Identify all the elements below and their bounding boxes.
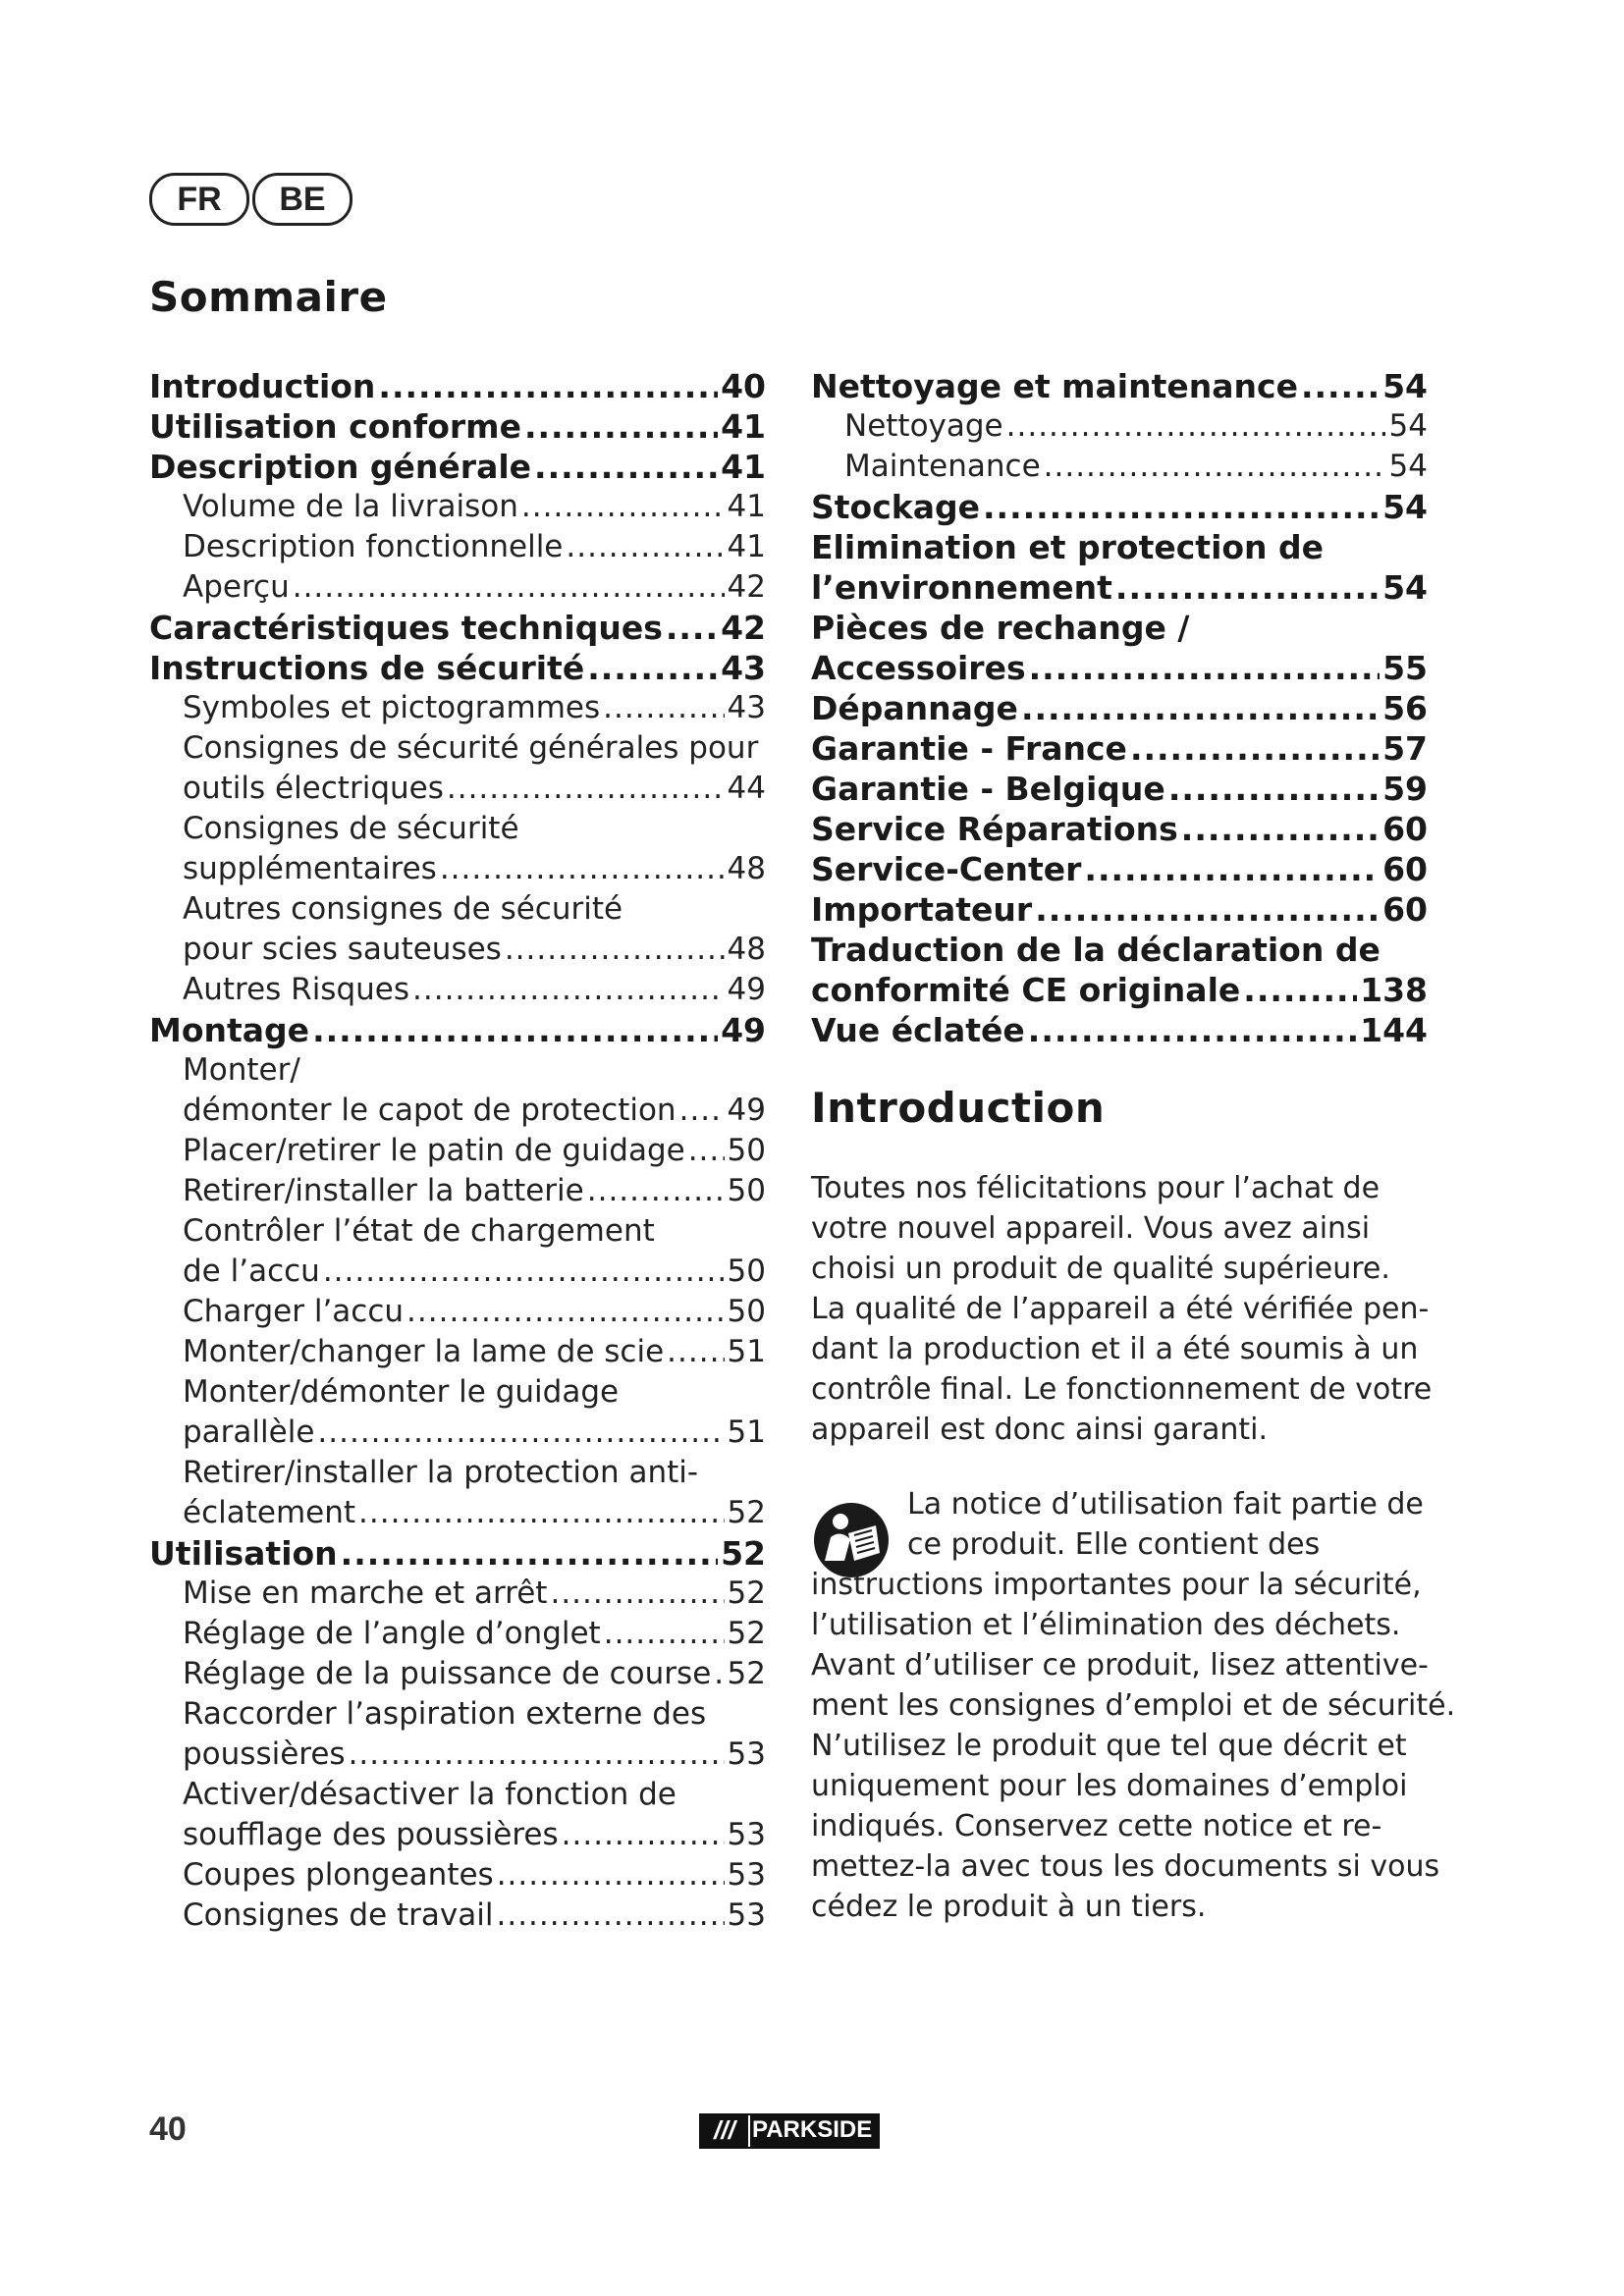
toc-entry-page: 42 (721, 609, 766, 647)
toc-entry (149, 1815, 766, 1855)
toc-entry-page: 57 (1382, 729, 1428, 768)
dot-leader (604, 1614, 725, 1654)
toc-entry-continued: Elimination et protection de (811, 528, 1325, 566)
toc-entry-title: Symboles et pictogrammes (183, 690, 601, 725)
toc-entry-continued: Autres consignes de sécurité (183, 891, 623, 927)
dot-leader (1044, 447, 1386, 487)
dot-leader (1301, 366, 1380, 406)
toc-entry (811, 406, 1428, 447)
toc-entry-page: 41 (727, 529, 766, 564)
dot-leader (1130, 728, 1380, 769)
toc-entry-page: 51 (727, 1415, 766, 1450)
text-line: appareil est donc ainsi garanti. (811, 1413, 1269, 1447)
toc-entry-page: 50 (727, 1173, 766, 1208)
dot-leader (983, 487, 1380, 527)
parkside-logo (699, 2113, 880, 2149)
toc-entry (149, 1131, 766, 1171)
dot-leader (317, 1413, 724, 1453)
toc-entry (149, 527, 766, 567)
toc-entry-title: de l’accu (183, 1254, 320, 1289)
toc-entry-title: Maintenance (844, 449, 1041, 484)
toc-entry-title: Utilisation conforme (149, 407, 521, 446)
toc-entry (149, 1091, 766, 1131)
toc-entry-page: 43 (727, 690, 766, 725)
toc-entry (149, 487, 766, 527)
text-line: Toutes nos félicitations pour l’achat de (811, 1171, 1380, 1205)
toc-entry (149, 1574, 766, 1614)
dot-leader (1181, 809, 1380, 849)
toc-entry (149, 567, 766, 608)
text-line: ce produit. Elle contient des (907, 1527, 1321, 1562)
toc-entry (149, 1614, 766, 1654)
dot-leader (1168, 769, 1380, 809)
toc-entry-page: 52 (727, 1616, 766, 1651)
toc-title: Sommaire (149, 273, 388, 321)
toc-entry-page: 56 (1382, 689, 1428, 727)
toc-entry-title: démonter le capot de protection (183, 1093, 677, 1128)
toc-entry-page: 40 (721, 367, 766, 405)
dot-leader (603, 688, 724, 728)
toc-entry-page: 49 (727, 972, 766, 1007)
toc-entry-title: Utilisation (149, 1534, 338, 1573)
text-line: l’utilisation et l’élimination des déchets. (811, 1608, 1401, 1642)
toc-entry-title: Stockage (811, 488, 980, 526)
toc-left-column (149, 366, 766, 1936)
toc-entry-page: 60 (1382, 850, 1428, 888)
toc-entry (811, 769, 1428, 809)
toc-entry-page: 42 (727, 569, 766, 605)
dot-leader (1028, 1010, 1357, 1050)
dot-leader (447, 769, 725, 809)
toc-entry-title: Description générale (149, 448, 532, 486)
toc-entry-page: 50 (727, 1254, 766, 1289)
toc-entry-page: 54 (1388, 449, 1428, 484)
toc-entry (811, 889, 1428, 930)
dot-leader (312, 1010, 718, 1050)
toc-entry-page: 49 (727, 1093, 766, 1128)
dot-leader (1084, 849, 1380, 889)
language-badge-fr: FR (149, 173, 249, 226)
intro-title: Introduction (811, 1084, 1106, 1132)
toc-entry-page: 52 (727, 1495, 766, 1530)
dot-leader (358, 1493, 725, 1533)
toc-entry-page: 41 (721, 448, 766, 486)
dot-leader (524, 406, 718, 447)
toc-entry (149, 648, 766, 688)
dot-leader (666, 608, 718, 648)
dot-leader (1006, 406, 1386, 447)
toc-entry-page: 49 (721, 1011, 766, 1049)
dot-leader (688, 1131, 725, 1171)
toc-entry-page: 52 (727, 1656, 766, 1691)
toc-entry-title: poussières (183, 1736, 346, 1772)
dot-leader (412, 970, 725, 1010)
toc-entry (149, 688, 766, 728)
toc-entry (811, 849, 1428, 889)
dot-leader (667, 1332, 724, 1372)
dot-leader (349, 1735, 725, 1775)
toc-entry-title: Volume de la livraison (183, 489, 518, 524)
dot-leader (714, 1654, 724, 1694)
toc-entry (149, 1493, 766, 1533)
dot-leader (534, 447, 718, 487)
toc-entry-page: 51 (727, 1334, 766, 1369)
toc-entry-page: 50 (727, 1133, 766, 1168)
toc-entry-continued: Monter/démonter le guidage (183, 1374, 620, 1410)
text-line: Avant d’utiliser ce produit, lisez attentive- (811, 1648, 1429, 1682)
toc-entry (149, 930, 766, 970)
dot-leader (587, 648, 718, 688)
toc-entry (811, 809, 1428, 849)
toc-entry (149, 769, 766, 809)
toc-entry-page: 60 (1382, 890, 1428, 929)
toc-entry-page: 53 (727, 1817, 766, 1852)
dot-leader (293, 567, 725, 608)
text-line: dant la production et il a été soumis à un (811, 1332, 1419, 1366)
toc-entry (149, 1252, 766, 1292)
toc-entry (149, 1533, 766, 1574)
text-line: N’utilisez le produit que tel que décrit et (811, 1729, 1407, 1763)
toc-entry-title: Vue éclatée (811, 1011, 1025, 1049)
toc-entry-page: 41 (721, 407, 766, 446)
toc-entry-page: 52 (727, 1575, 766, 1611)
toc-entry-title: pour scies sauteuses (183, 932, 502, 967)
toc-entry-title: Placer/retirer le patin de guidage (183, 1133, 685, 1168)
text-line: mettez-la avec tous les documents si vous (811, 1849, 1440, 1884)
text-line: ment les consignes d’emploi et de sécurité. (811, 1688, 1456, 1723)
toc-entry-page: 53 (727, 1857, 766, 1893)
toc-entry-page: 54 (1388, 408, 1428, 444)
toc-entry (149, 1654, 766, 1694)
toc-entry-title: éclatement (183, 1495, 356, 1530)
toc-entry (149, 1896, 766, 1936)
intro-paragraph (811, 1168, 1439, 1450)
toc-entry-title: Introduction (149, 367, 376, 405)
text-line: cédez le produit à un tiers. (811, 1890, 1207, 1924)
toc-entry-title: Réglage de l’angle d’onglet (183, 1616, 601, 1651)
toc-entry-title: Retirer/installer la batterie (183, 1173, 584, 1208)
dot-leader (406, 1292, 725, 1332)
toc-entry-title: Nettoyage (844, 408, 1003, 444)
text-line: contrôle final. Le fonctionnement de votre (811, 1372, 1433, 1407)
toc-entry-title: Caractéristiques techniques (149, 609, 663, 647)
dot-leader (1029, 648, 1380, 688)
toc-entry-page: 53 (727, 1897, 766, 1933)
toc-entry-continued: Monter/ (183, 1052, 300, 1088)
toc-entry-continued: Consignes de sécurité (183, 811, 519, 846)
toc-entry-title: Montage (149, 1011, 310, 1049)
toc-entry (149, 608, 766, 648)
toc-entry-title: Consignes de travail (183, 1897, 494, 1933)
toc-entry-page: 41 (727, 489, 766, 524)
toc-entry (811, 366, 1428, 406)
toc-entry-title: Service Réparations (811, 810, 1178, 848)
toc-entry (811, 728, 1428, 769)
dot-leader (505, 930, 725, 970)
toc-entry-title: Description fonctionnelle (183, 529, 564, 564)
text-line: La qualité de l’appareil a été vérifiée pen- (811, 1292, 1430, 1326)
toc-entry-page: 55 (1382, 649, 1428, 687)
toc-entry-page: 54 (1382, 568, 1428, 607)
text-line: instructions importantes pour la sécurité, (811, 1568, 1422, 1602)
toc-entry (149, 1413, 766, 1453)
toc-entry (149, 970, 766, 1010)
text-line: indiqués. Conservez cette notice et re- (811, 1809, 1382, 1843)
toc-entry-title: Service-Center (811, 850, 1082, 888)
toc-entry-title: Autres Risques (183, 972, 410, 1007)
toc-entry-page: 138 (1360, 971, 1428, 1009)
toc-entry (149, 406, 766, 447)
toc-entry (149, 1855, 766, 1896)
toc-entry (149, 849, 766, 889)
toc-entry (811, 487, 1428, 527)
toc-entry-page: 54 (1382, 488, 1428, 526)
dot-leader (497, 1855, 725, 1896)
toc-entry-page: 43 (721, 649, 766, 687)
toc-entry-page: 44 (727, 771, 766, 806)
dot-leader (323, 1252, 725, 1292)
text-line: votre nouvel appareil. Vous avez ainsi (811, 1211, 1371, 1246)
toc-entry-title: Importateur (811, 890, 1033, 929)
toc-entry-page: 50 (727, 1294, 766, 1329)
logo-stripes: /// (701, 2115, 748, 2147)
toc-entry (149, 366, 766, 406)
text-line: uniquement pour les domaines d’emploi (811, 1769, 1408, 1803)
toc-entry (149, 1292, 766, 1332)
dot-leader (497, 1896, 725, 1936)
dot-leader (566, 527, 724, 567)
toc-entry-title: Dépannage (811, 689, 1018, 727)
toc-entry (149, 1332, 766, 1372)
toc-entry-title: Monter/changer la lame de scie (183, 1334, 665, 1369)
toc-entry-title: supplémentaires (183, 851, 437, 886)
toc-entry-title: parallèle (183, 1415, 315, 1450)
dot-leader (1243, 970, 1357, 1010)
toc-entry-continued: Consignes de sécurité générales pour (183, 730, 759, 766)
dot-leader (550, 1574, 724, 1614)
toc-entry-title: Réglage de la puissance de course (183, 1656, 712, 1691)
toc-entry (149, 1171, 766, 1211)
logo-brand-name: PARKSIDE (748, 2115, 878, 2147)
toc-entry-continued: Activer/désactiver la fonction de (183, 1777, 677, 1812)
dot-leader (1115, 567, 1380, 608)
toc-entry (811, 567, 1428, 608)
toc-entry-title: soufflage des poussières (183, 1817, 559, 1852)
dot-leader (562, 1815, 725, 1855)
toc-entry-continued: Pièces de rechange / (811, 609, 1190, 647)
toc-entry-title: Garantie - France (811, 729, 1127, 768)
dot-leader (1021, 688, 1380, 728)
toc-entry-title: Accessoires (811, 649, 1026, 687)
toc-entry (811, 970, 1428, 1010)
toc-entry (149, 1010, 766, 1050)
text-line: choisi un produit de qualité supérieure. (811, 1252, 1390, 1286)
dot-leader (587, 1171, 725, 1211)
toc-entry-title: Nettoyage et maintenance (811, 367, 1298, 405)
toc-entry-page: 48 (727, 851, 766, 886)
toc-entry-page: 48 (727, 932, 766, 967)
toc-entry-title: Coupes plongeantes (183, 1857, 494, 1893)
dot-leader (440, 849, 725, 889)
toc-entry-title: outils électriques (183, 771, 444, 806)
toc-entry (811, 688, 1428, 728)
note-paragraph (811, 1484, 1456, 1927)
toc-entry (811, 648, 1428, 688)
toc-entry-title: Mise en marche et arrêt (183, 1575, 548, 1611)
toc-entry (149, 447, 766, 487)
toc-entry-page: 52 (721, 1534, 766, 1573)
toc-entry-page: 54 (1382, 367, 1428, 405)
toc-entry-title: l’environnement (811, 568, 1112, 607)
toc-entry-continued: Traduction de la déclaration de (811, 931, 1380, 969)
dot-leader (378, 366, 718, 406)
page-number: 40 (149, 2110, 187, 2148)
toc-entry-title: Garantie - Belgique (811, 770, 1165, 808)
toc-entry-page: 59 (1382, 770, 1428, 808)
toc-entry-continued: Raccorder l’aspiration externe des (183, 1696, 707, 1732)
toc-right-column (811, 366, 1428, 1050)
dot-leader (521, 487, 725, 527)
toc-entry-continued: Contrôler l’état de chargement (183, 1213, 655, 1249)
toc-entry-continued: Retirer/installer la protection anti- (183, 1455, 699, 1490)
dot-leader (1035, 889, 1380, 930)
toc-entry-page: 53 (727, 1736, 766, 1772)
toc-entry-title: Aperçu (183, 569, 290, 605)
toc-entry-title: conformité CE originale (811, 971, 1241, 1009)
dot-leader (341, 1533, 718, 1574)
toc-entry (811, 447, 1428, 487)
toc-entry (811, 1010, 1428, 1050)
toc-entry-title: Instructions de sécurité (149, 649, 585, 687)
toc-entry (149, 1735, 766, 1775)
toc-entry-page: 144 (1360, 1011, 1428, 1049)
dot-leader (679, 1091, 725, 1131)
text-line: La notice d’utilisation fait partie de (907, 1487, 1424, 1522)
language-badge-be: BE (252, 173, 352, 226)
toc-entry-title: Charger l’accu (183, 1294, 405, 1329)
toc-entry-page: 60 (1382, 810, 1428, 848)
